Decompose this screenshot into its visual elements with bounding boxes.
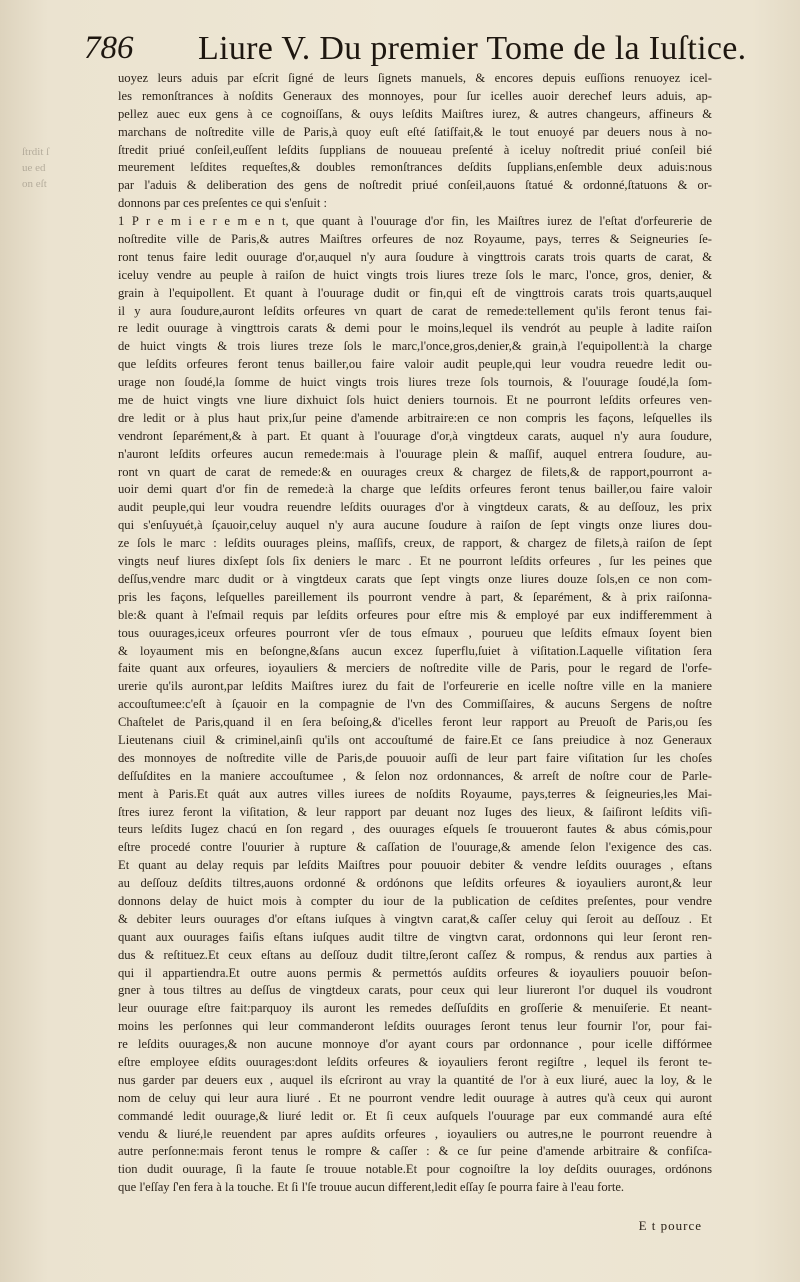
text-line: des monnoyes de noſtredite ville de Paris,de pouuoir auſſi de leur part faire viſitation ſur les choſes [118, 750, 712, 765]
text-line: ront vn quart de carat de remede:& en ouurages creux & chargez de filets,& de rapport,pourront a- [118, 464, 712, 479]
margin-bleed-text: on eſt [22, 178, 47, 190]
text-line: & debiter leurs ouurages d'or eſtans iuſques à vingtvn carat,& caſſer celuy qui ſeroit au deſſouz . Et [118, 911, 712, 926]
text-line: grain à l'equipollent. Et quant à l'ouurage dudit or fin,qui eſt de vingttrois carats trois quarts,auquel [118, 285, 712, 300]
text-line: autre perſonne:mais feront tenus le rompre & caſſer : & ce ſur peine d'amende arbitraire & confiſca- [118, 1144, 712, 1159]
text-line: ront tenus faire ledit ouurage d'or,auquel n'y aura ſoudure à vingttrois carats trois quarts de carat, & [118, 249, 712, 264]
body-text [118, 70, 712, 1197]
text-line: vingts neuf liures dixſept ſols ſix deniers le marc . Et ne pourront leſdits orfeures , ſur les peines que [118, 554, 712, 569]
text-line: ſtredit priué conſeil,euſſent leſdits ſupplians de nouueau preſenté à iceluy noſtredit priué conſeil bié [118, 142, 712, 157]
text-line: deſſuſdites en la maniere accouſtumee , & ſelon noz ordonnances, & arreſt de noſtre cour de Parle- [118, 768, 712, 783]
text-line: de huict vingts & trois liures treze ſols le marc,l'once,gros,denier,& grain,à l'equipollent:à la charge [118, 339, 712, 354]
text-line: urage non ſoudé,la ſomme de huict vingts trois liures treze ſols tournois, & l'ouurage ſoudé,la ſom- [118, 375, 712, 390]
text-line: nom de celuy qui leur aura liuré . Et ne pourront vendre ledit ouurage à autres qu'à ceux qui auront [118, 1090, 712, 1105]
text-line: gner à tous tiltres au deſſus de vingtdeux carats, pour ceux qui leur liureront l'or duquel ils voudront [118, 983, 712, 998]
margin-bleed-text: ſtrdit ſ [22, 146, 50, 158]
text-line: ble:& quant à l'eſmail requis par leſdits orfeures pour eſtre mis & employé par eux indifferemment à [118, 607, 712, 622]
text-line: Et quant au delay requis par leſdits Maiſtres pour pouuoir debiter & vendre leſdits ouurages , eſtans [118, 858, 712, 873]
page-number: 786 [84, 30, 134, 66]
text-line: il y aura ſoudure,auront leſdits orfeures vn quart de carat de remede:tellement qu'ils feront tenus fai- [118, 303, 712, 318]
text-line: commandé ledit ouurage,& liuré ledit or. Et ſi ceux auſquels l'ouurage par eux commandé aura eſté [118, 1108, 712, 1123]
text-line: donnons par ces preſentes ce qui s'enſuit : [118, 196, 327, 211]
text-line: quant aux ouurages faiſis eſtans iuſques audit tiltre de vingtvn carat, ordonnons qui leur ſeront ren- [118, 929, 712, 944]
text-line: leur ouurage eſtre fait:parquoy ils auront les remedes deſſuſdits en groſſerie & menuiſerie. Et neant- [118, 1001, 712, 1016]
text-line: noſtredite ville de Paris,& autres Maiſtres orfeures de noz Royaume, pays, terres & Seigneuries ſe- [118, 232, 712, 247]
text-line: par l'aduis & deliberation des gens de noſtredit priué conſeil,auons ſtatué & ordonné,ſtatuons & or- [118, 178, 712, 193]
text-line: & loyaument mis en beſongne,&ſans aucun excez ſuperflu,ſuiet à viſitation.Laquelle viſitation ſera [118, 643, 712, 658]
text-line: 1 P r e m i e r e m e n t, que quant à l'ouurage d'or fin, les Maiſtres iurez de l'eſtat d'orfeurerie de [118, 214, 712, 229]
text-line: faite quant aux orfeures, ioyauliers & merciers de noſtredite ville de Paris, pour le regard de l'orfe- [118, 661, 712, 676]
text-line: au deſſouz deſdits tiltres,auons ordonné & ordónons que leſdits orfeures & ioyauliers auront,& leur [118, 876, 712, 891]
text-line: teurs leſdits Iugez chacú en ſon regard , des ouurages eſquels ſe trouueront fautes & abus cómis,pour [118, 822, 712, 837]
text-line: deſſus,vendre marc dudit or à vingtdeux carats que ſept vingts onze liures douze ſols,en ce non com- [118, 571, 712, 586]
text-line: Lieutenans ciuil & criminel,ainſi qu'ils ont accouſtumé de faire.Et ce ſans preiudice à noz Generaux [118, 732, 712, 747]
running-title: Liure V. Du premier Tome de la Iuſtice. [198, 30, 747, 67]
text-line: uoir demi quart d'or fin de remede:à la charge que leſdits orfeures feront tenus bailler,ou faire valoir [118, 482, 712, 497]
text-line: pellez auec eux gens à ce cognoiſſans, & ouys leſdits Maiſtres iurez, & autres changeurs, affineurs & [118, 106, 712, 121]
text-line: dus & reſtituez.Et ceux eſtans au deſſouz dudit tiltre,ſeront caſſez & rompus, & rendus aux parties à [118, 947, 712, 962]
text-line: marchans de noſtredite ville de Paris,à quoy euſt eſté ſatiſfait,& le tout enuoyé par deuers nous à no- [118, 124, 712, 139]
text-line: que l'eſſay ſ'en fera à la touche. Et ſi l'ſe trouue aucun different,ledit eſſay ſe pourra faire à l'eau forte. [118, 1180, 625, 1195]
text-line: meurement leſdites requeſtes,& doubles remonſtrances deſdits ſupplians,enſemble deux aduis:nous [118, 160, 712, 175]
text-line: iceluy vendre au peuple à raiſon de huict vingts trois liures treze ſols le marc, l'once, gros, denier, & [118, 267, 712, 282]
text-line: eſtre employee eſdits ouurages:dont leſdits orfeures & ioyauliers feront regiſtre , lequel ils feront te- [118, 1054, 712, 1069]
margin-bleed-text: ue ed [22, 162, 46, 174]
text-line: accouſtumee:c'eſt à ſçauoir en la compagnie de l'vn des Commiſſaires, & aucuns Sergens de noſtre [118, 697, 712, 712]
text-line: me de huict vingts vne liure dixhuict ſols huict deniers tournois. Et ne pourront leſdits orfeures ven- [118, 393, 712, 408]
text-line: qui s'enſuyuét,à ſçauoir,celuy auquel n'y aura aucune ſoudure à raiſon de ſept vingts onze liures dou- [118, 518, 712, 533]
text-line: tion dudit ouurage, ſi la faute ſe trouue notable.Et pour cognoiſtre la loy deſdits ouurages, ordónons [118, 1162, 712, 1177]
catchword: E t pource [638, 1218, 702, 1233]
text-line: urerie qu'ils auront,par leſdits Maiſtres iurez du fait de l'orfeurerie en icelle noſtre ville en la maniere [118, 679, 712, 694]
text-line: vendront ſeparément,& à part. Et quant à l'ouurage d'or,à vingtdeux carats, auquel n'y aura ſoudure, [118, 428, 712, 443]
text-line: que leſdits orfeures feront tenus bailler,ou faire valoir audit peuple,qui leur voudra reuedre ledit ou- [118, 357, 712, 372]
text-line: eſtre procedé contre l'ouurier à rupture & caſſation de l'ouurage,& amende ſelon l'exigence des cas. [118, 840, 712, 855]
text-line: n'auront leſdits orfeures aucun remede:mais à l'ouurage plein & maſſif, auquel entrera ſoudure, au- [118, 446, 712, 461]
text-line: audit peuple,qui leur voudra reuendre leſdits ouurages d'or à vingtdeux carats, & au deſſouz, les prix [118, 500, 712, 515]
text-line: uoyez leurs aduis par eſcrit ſigné de leurs ſignets manuels, & encores depuis euſſions renuoyez icel- [118, 71, 712, 85]
text-line: donnons delay de huict mois à compter du iour de la publication de ceſdites preſentes, pour vendre [118, 893, 712, 908]
text-line: vendu & liuré,le reuendent par apres auſdits orfeures , ioyauliers ou autres,ne le pourront reuendre à [118, 1126, 712, 1141]
text-line: tous ouurages,iceux orfeures pourront vſer de tous eſmaux , pourueu que leſdits eſmaux ſoyent bien [118, 625, 712, 640]
text-line: re leſdits ouurages,& non aucune monnoye d'or ayant cours par ordonnance , pour icelle diffórmee [118, 1037, 712, 1052]
text-line: nus garder par deuers eux , auquel ils eſcriront au vray la quantité de l'or à eux liuré, auec la loy, & le [118, 1072, 712, 1087]
text-line: ze ſols le marc : leſdits ouurages pleins, maſſifs, creux, de rapport, & chargez de filets,à raiſon de ſept [118, 536, 712, 551]
text-line: ſtres iurez feront la viſitation, & leur rapport par deuant noz Iuges des lieux, & ſaiſiront leſdits viſi- [118, 804, 712, 819]
text-line: Chaſtelet de Paris,quand il en ſera beſoing,& d'icelles feront leur rapport au Preuoſt de Paris,ou ſes [118, 715, 712, 730]
text-line: les remonſtrances à noſdits Generaux des monnoyes, pour ſur icelles auoir derechef leurs aduis, ap- [118, 88, 712, 103]
text-line: dre ledit or à plus haut prix,ſur peine d'amende arbitraire:en ce non compris les façons, leſquelles ils [118, 410, 712, 425]
text-line: pris les façons, leſquelles pareillement ils pourront vendre à part, & ſeparément, & à prix raiſonna- [118, 589, 712, 604]
text-line: qui il appartiendra.Et outre auons permis & permettós auſdits orfeures & ioyauliers pouuoir beſon- [118, 965, 712, 980]
text-line: re ledit ouurage à vingttrois carats & demi pour le moins,lequel ils vendrót au peuple à ladite raiſon [118, 321, 712, 336]
text-line: moins les perſonnes qui leur commanderont leſdits ouurages ſeront tenus leur fournir l'or, pour fai- [118, 1019, 712, 1034]
text-line: ment à Paris.Et quát aux autres villes iurees de noſdits Royaume, pays,terres & ſeigneuries,les Mai- [118, 786, 712, 801]
